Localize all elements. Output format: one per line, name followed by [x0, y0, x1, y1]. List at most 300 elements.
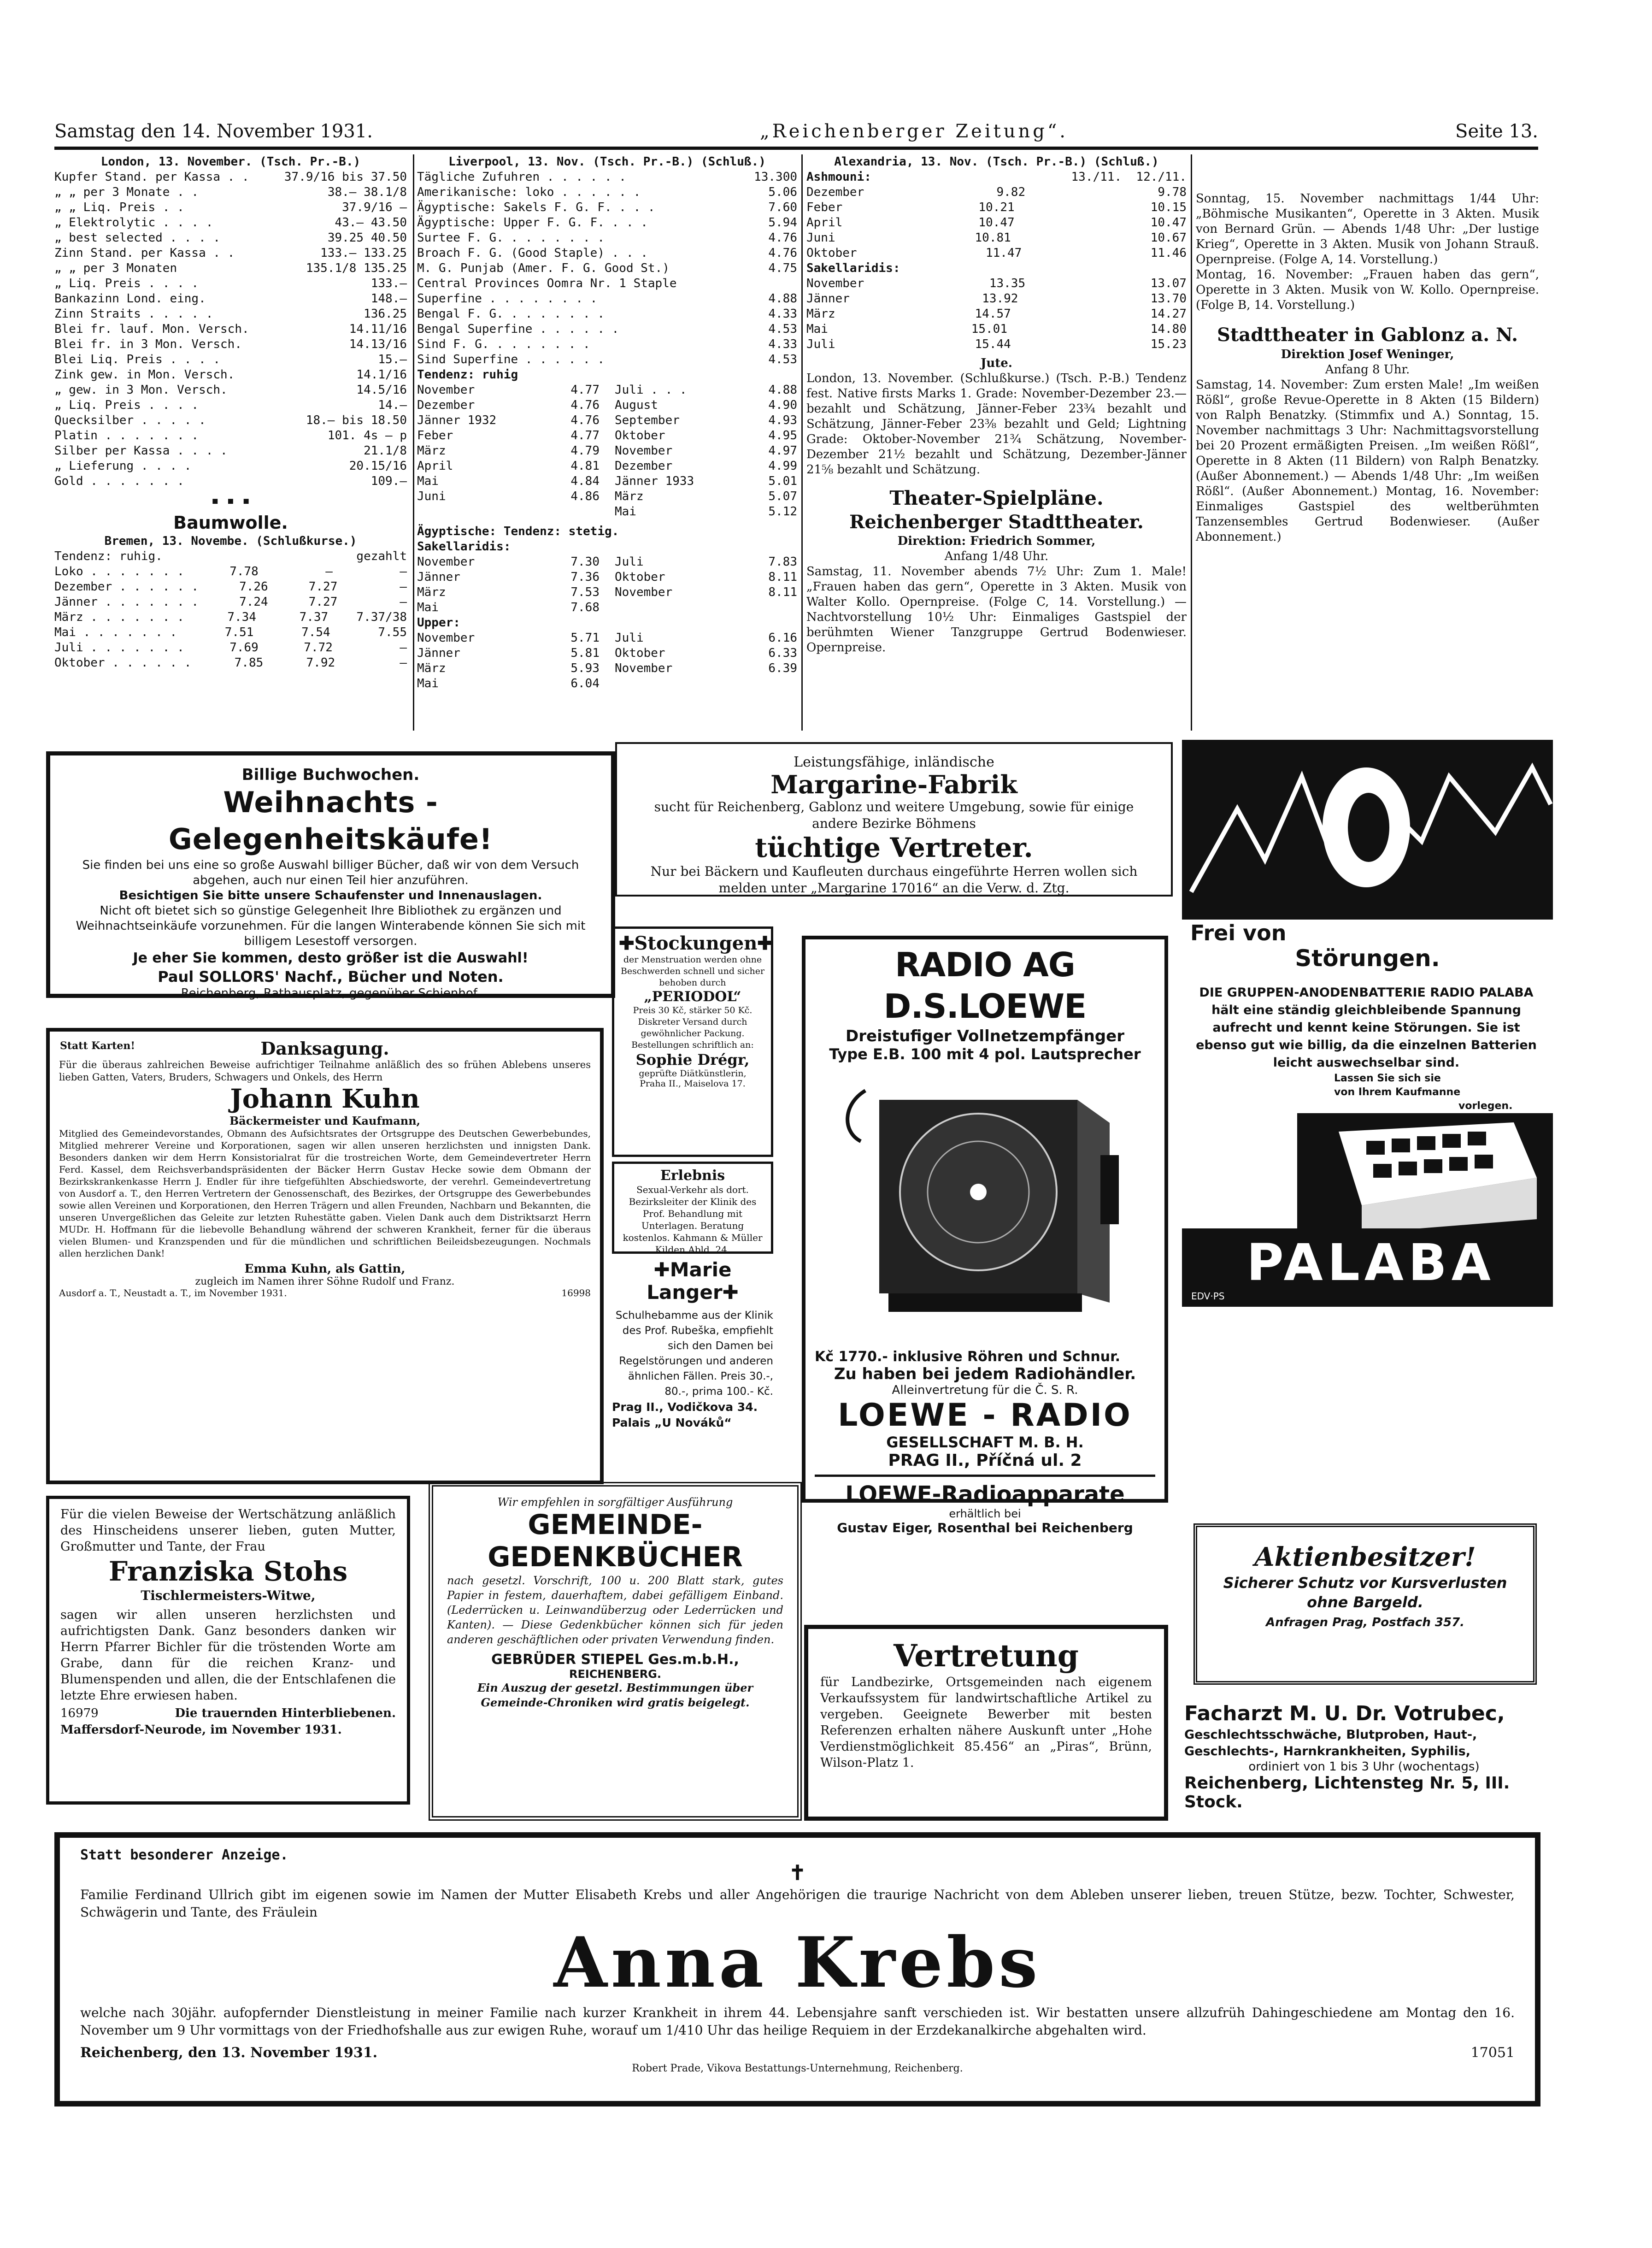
row-label: „ „ per 3 Monate . . — [54, 185, 199, 199]
row-value: 4.53 — [768, 322, 797, 336]
aktien-contact: Anfragen Prag, Postfach 357. — [1265, 1616, 1465, 1629]
books-body: Sie finden bei uns eine so große Auswahl billiger Bücher, daß wir von dem Versuch abgehen, auch nur einen Teil hier anzuführen. — [82, 858, 579, 887]
upper-heading: Upper: — [417, 616, 460, 630]
row-label: Sind F. G. . . . . . . . — [417, 337, 590, 351]
ad-gemeinde — [429, 1482, 802, 1821]
row-label: Platin . . . . . . . — [54, 429, 199, 443]
aktien-text: Sicherer Schutz vor Kursverlusten ohne Bargeld. — [1223, 1574, 1507, 1611]
kuhn-profession: Bäckermeister und Kaufmann, — [229, 1114, 421, 1127]
doctor-hours: ordiniert von 1 bis 3 Uhr (wochentags) — [1248, 1760, 1480, 1774]
row-value: 8.11 — [768, 585, 797, 599]
row-value: 7.78 — [229, 565, 259, 578]
row-value: 7.69 — [229, 641, 259, 655]
palaba-brand: PALABA — [1246, 1233, 1495, 1292]
gemeinde-city: REICHENBERG. — [569, 1668, 661, 1681]
row-value: 4.77 — [570, 429, 600, 443]
krebs-cross: ✝ — [789, 1861, 806, 1885]
row-value: 136.25 — [364, 307, 407, 321]
alex-sakel-table — [806, 276, 1187, 352]
theater-column — [1196, 154, 1539, 733]
bremen-row — [54, 655, 407, 671]
row-label: November — [615, 585, 673, 599]
row-label: März — [417, 661, 446, 675]
kuhn-place: Ausdorf a. T., Neustadt a. T., im November 1931. — [59, 1287, 287, 1298]
erlebnis-title: Erlebnis — [660, 1168, 725, 1184]
row-label: Feber — [806, 201, 843, 214]
row-value: 5.07 — [768, 490, 797, 503]
aktien-title: Aktienbesitzer! — [1254, 1542, 1476, 1572]
bremen-row — [54, 610, 407, 625]
row-value: 37.9/16 bis 37.50 — [284, 170, 407, 184]
row-value: 5.93 — [570, 661, 600, 675]
row-value: — — [400, 565, 407, 578]
stockungen-brand: „PERIODOL“ — [644, 989, 741, 1005]
row-value: 148.— — [370, 292, 407, 306]
row-value: 14.27 — [1150, 307, 1187, 321]
palaba-title-2: Störungen. — [1295, 945, 1440, 972]
metals-column — [54, 154, 407, 733]
liverpool-row — [417, 291, 797, 307]
gablonz-start: Anfang 8 Uhr. — [1325, 363, 1410, 377]
row-label: Mai — [417, 601, 439, 614]
future-row — [417, 413, 797, 428]
kuhn-widow: Emma Kuhn, als Gattin, — [244, 1262, 406, 1276]
row-value: 7.54 — [301, 625, 330, 639]
gemeinde-text: nach gesetzl. Vorschrift, 100 u. 200 Blatt stark, gutes Papier in festem, dauerhaftem, dabei gefälligem Einband. (Lederrücken u. Leinwandüberzug oder Lederrücken und Kanten). — Diese Gedenkbücher können sich für jeden anderen geschäftlichen oder privaten Verwendung finden. — [447, 1574, 783, 1646]
row-value: 10.47 — [1150, 216, 1187, 230]
row-value — [753, 276, 797, 291]
metal-row — [54, 443, 407, 459]
row-value: 135.1/8 135.25 — [306, 261, 407, 275]
alex-sakel-row — [806, 337, 1187, 352]
vertretung-text: für Landbezirke, Ortsgemeinden nach eigenem Verkaufssystem für landwirtschaftliche Artikel zu vergeben. Geeignete Bewerber mit besten Referenzen erhalten nähere Auskunft unter „Hohe Verdienstmöglichkeit 85.456“ an „Piras“, Brünn, Wilson-Platz 1. — [820, 1675, 1152, 1770]
row-value: 7.27 — [308, 580, 338, 594]
liverpool-row — [417, 307, 797, 322]
row-label: Jänner — [417, 570, 460, 584]
header-title: „Reichenberger Zeitung“. — [759, 121, 1069, 142]
stockungen-title: ✚Stockungen✚ — [619, 932, 773, 954]
metal-row — [54, 322, 407, 337]
row-value: 5.12 — [768, 505, 797, 519]
row-label: Zinn Straits . . . . . — [54, 307, 213, 321]
row-label: Central Provinces Oomra Nr. 1 Staple — [417, 277, 677, 290]
row-value: 4.76 — [570, 398, 600, 412]
alex-sakel-row — [806, 276, 1187, 291]
row-value: 14.— — [378, 398, 407, 412]
row-value: 7.34 — [227, 610, 256, 624]
row-label: Bengal F. G. . . . . . . . — [417, 307, 605, 321]
stockungen-text: der Menstruation werden ohne Beschwerden schnell und sicher behoben durch — [620, 955, 765, 988]
row-value: 13.07 — [1150, 277, 1187, 290]
row-value: 4.88 — [768, 383, 797, 397]
palaba-title-1: Frei von — [1190, 920, 1287, 945]
liverpool-row — [417, 230, 797, 246]
liverpool-row — [417, 352, 797, 367]
row-label: Mai — [806, 322, 828, 336]
row-value: 14.57 — [975, 307, 1011, 321]
reichenberg-theater-title: Reichenberger Stadttheater. — [849, 511, 1144, 533]
loewe-apparatus: LOEWE-Radioapparate — [845, 1481, 1125, 1507]
row-label: März . . . . . . . — [54, 610, 184, 624]
row-label: „ „ Liq. Preis . . — [54, 201, 184, 214]
row-value: 7.92 — [306, 656, 335, 670]
row-label: Feber — [417, 429, 453, 443]
row-value: 10.15 — [1150, 201, 1187, 214]
row-value: — — [400, 580, 407, 594]
future-row — [417, 474, 797, 489]
column-rule — [413, 154, 414, 731]
radio-receiver-illustration — [815, 1063, 1158, 1349]
row-label: Broach F. G. (Good Staple) . . . — [417, 246, 648, 260]
row-label: März — [615, 490, 644, 503]
row-value: 6.04 — [570, 677, 600, 690]
row-label: „ Lieferung . . . . — [54, 459, 192, 473]
stockungen-price: Preis 30 Kč, stärker 50 Kč. Diskreter Versand durch gewöhnlicher Packung. Bestellungen schriftlich an: — [631, 1005, 754, 1050]
krebs-undertaker: Robert Prade, Vikova Bestattungs-Unternehmung, Reichenberg. — [632, 2063, 963, 2074]
cotton-heading: Baumwolle. — [173, 513, 288, 533]
upper-table — [417, 631, 797, 691]
row-value: 20.15/16 — [349, 459, 407, 473]
liverpool-row — [417, 215, 797, 230]
margarine-title: Margarine-Fabrik — [770, 770, 1017, 799]
row-value: 7.37/38 — [356, 610, 407, 624]
future-row — [417, 443, 797, 459]
row-label: Juli — [806, 337, 835, 351]
row-value: — — [325, 565, 333, 578]
row-label: Mai . . . . . . . — [54, 625, 177, 639]
krebs-body: welche nach 30jähr. aufopfernder Dienstleistung in meiner Familie nach kurzer Krankheit in ihrem 44. Lebensjahre sanft verschieden ist. Wir bestatten unsere allzufrüh Dahingeschiedene am Montag den 16. November um 9 Uhr vormittags von der Friedhofshalle aus zur ewigen Ruhe, worauf um 1/410 Uhr das heilige Requiem in der Erzdekanalkirche abgehalten wird. — [80, 2005, 1515, 2038]
row-value: 4.76 — [768, 246, 797, 260]
row-label: Jänner — [417, 646, 460, 660]
row-value: 4.75 — [768, 261, 797, 275]
reichenberg-start: Anfang 1/48 Uhr. — [944, 549, 1049, 563]
row-label: „ gew. in 3 Mon. Versch. — [54, 383, 228, 397]
speaker-center — [970, 1184, 987, 1200]
row-value: 5.06 — [768, 185, 797, 199]
theater-heading: Theater-Spielpläne. — [889, 487, 1104, 509]
row-label: November — [417, 383, 475, 397]
future-row — [417, 383, 797, 398]
row-value: 7.30 — [570, 555, 600, 569]
alex-sakel-row — [806, 322, 1187, 337]
metal-row — [54, 246, 407, 261]
row-label: Ägyptische: Sakels F. G. F. . . . — [417, 201, 655, 214]
loewe-dealer: Gustav Eiger, Rosenthal bei Reichenberg — [837, 1520, 1133, 1535]
row-label: Jänner . . . . . . . — [54, 595, 199, 609]
row-label: Juni — [417, 490, 446, 503]
row-label: Dezember — [806, 185, 864, 199]
row-value: 4.53 — [768, 353, 797, 366]
row-label: Juli — [615, 555, 644, 569]
ad-doctor — [1184, 1701, 1544, 1821]
metal-row — [54, 413, 407, 428]
row-value: 5.94 — [768, 216, 797, 230]
ad-bookstore — [46, 751, 615, 998]
row-value: 8.11 — [768, 570, 797, 584]
sakel-heading: Sakellaridis: — [417, 540, 511, 554]
row-value: 11.47 — [986, 246, 1022, 260]
alexandria-row — [806, 246, 1187, 261]
row-value: 13.70 — [1150, 292, 1187, 306]
row-label: Juli . . . . . . . — [54, 641, 184, 655]
row-value: 13.300 — [754, 170, 797, 184]
gemeinde-title: GEMEINDE-GEDENKBÜCHER — [488, 1509, 743, 1573]
metal-row — [54, 428, 407, 443]
row-value: 133.— 133.25 — [320, 246, 407, 260]
liverpool-row — [417, 200, 797, 215]
egypt-heading: Ägyptische: Tendenz: stetig. — [417, 525, 619, 538]
sakel-row — [417, 600, 797, 615]
row-value: 4.93 — [768, 413, 797, 427]
row-label: Gold . . . . . . . — [54, 474, 184, 488]
row-value: 14.11/16 — [349, 322, 407, 336]
loewe-price: Kč 1770.- inklusive Röhren und Schnur. — [815, 1349, 1121, 1365]
row-value: 14.1/16 — [356, 368, 407, 382]
krebs-name: Anna Krebs — [553, 1922, 1041, 2003]
page-header — [54, 121, 1538, 144]
metal-row — [54, 185, 407, 200]
row-label: M. G. Punjab (Amer. F. G. Good St.) — [417, 261, 670, 275]
stockungen-address: Praha II., Maiselova 17. — [640, 1079, 746, 1089]
row-value: 13.35 — [989, 277, 1026, 290]
row-label: November — [615, 661, 673, 675]
row-value: 7.37 — [299, 610, 329, 624]
row-value: 5.01 — [768, 474, 797, 488]
stohs-title: Tischlermeisters-Witwe, — [141, 1588, 316, 1603]
metal-row — [54, 459, 407, 474]
row-label: April — [417, 459, 453, 473]
ashmouni-label: Ashmouni: — [806, 170, 871, 184]
row-value: 14.80 — [1150, 322, 1187, 336]
row-value: 7.36 — [570, 570, 600, 584]
metal-row — [54, 383, 407, 398]
krebs-footer — [80, 2045, 1515, 2061]
date-col-2: 12./11. — [1136, 170, 1187, 184]
alexandria-row — [806, 215, 1187, 230]
row-label: „ Liq. Preis . . . . — [54, 277, 199, 290]
books-title: Weihnachts - Gelegenheitskäufe! — [168, 785, 493, 856]
row-value: 10.21 — [978, 201, 1015, 214]
krebs-intro: Familie Ferdinand Ullrich gibt im eigenen sowie im Namen der Mutter Elisabeth Krebs und aller Angehörigen die traurige Nachricht von dem Ableben unserer lieben, treuen Stütze, bezw. Tochter, Schwester, Schwägerin und Tante, des Fräulein — [80, 1887, 1515, 1920]
row-value: 4.97 — [768, 444, 797, 458]
row-label: Jänner — [806, 292, 850, 306]
alexandria-subheading — [806, 170, 1187, 185]
row-value: 6.39 — [768, 661, 797, 675]
liverpool-row — [417, 261, 797, 276]
stohs-body: sagen wir allen unseren herzlichsten und aufrichtigsten Dank. Ganz besonders danken wir Herrn Pfarrer Bichler für die tröstenden Worte am Grabe, dann für die reichen Kranz- und Blumenspenden und allen, die der Entschlafenen die letzte Ehre erwiesen haben. — [60, 1608, 396, 1703]
liverpool-row — [417, 246, 797, 261]
row-label: August — [615, 398, 658, 412]
margarine-kicker: Leistungsfähige, inländische — [794, 754, 994, 770]
metal-row — [54, 337, 407, 352]
metal-row — [54, 276, 407, 291]
ear-inner — [1348, 793, 1389, 862]
row-value: 7.26 — [239, 580, 268, 594]
langer-address: Prag II., Vodičkova 34. Palais „U Nováků“ — [612, 1400, 758, 1429]
row-label: Juli — [615, 631, 644, 645]
row-value: 15.23 — [1150, 337, 1187, 351]
loewe-dealers: Zu haben bei jedem Radiohändler. — [834, 1365, 1136, 1383]
loewe-headline: Dreistufiger Vollnetzempfänger — [846, 1027, 1124, 1045]
column-rule — [1191, 154, 1192, 731]
metals-heading: London, 13. November. (Tsch. Pr.-B.) — [100, 155, 361, 169]
row-value: — — [400, 595, 407, 609]
sunday-program: Sonntag, 15. November nachmittags 1/44 Uhr: „Böhmische Musikanten“, Operette in 3 Akten. Musik von Bernard Grün. — Abends 1/48 Uhr: „Der lustige Krieg“, Operette in 3 Akten. Musik von Johann Strauß. Opernpreise. (Folge A, 14. Vorstellung.) — [1196, 192, 1539, 266]
row-value: 4.95 — [768, 429, 797, 443]
liverpool-row — [417, 322, 797, 337]
row-label: Jänner 1933 — [615, 474, 694, 488]
row-value: 18.— bis 18.50 — [306, 413, 407, 427]
row-value: 15.44 — [975, 337, 1011, 351]
kuhn-kicker: Statt Karten! — [60, 1040, 135, 1052]
row-value: 14.13/16 — [349, 337, 407, 351]
row-label: September — [615, 413, 680, 427]
metal-row — [54, 474, 407, 489]
row-value: 4.76 — [570, 413, 600, 427]
bremen-row — [54, 579, 407, 595]
gemeinde-firm: GEBRÜDER STIEPEL Ges.m.b.H., — [491, 1652, 739, 1668]
books-firm: Paul SOLLORS' Nachf., Bücher und Noten. — [158, 968, 504, 985]
row-label: Blei fr. lauf. Mon. Versch. — [54, 322, 249, 336]
notice-stohs — [46, 1496, 410, 1805]
row-value: 10.67 — [1150, 231, 1187, 245]
liverpool-row — [417, 276, 797, 291]
krebs-kicker: Statt besonderer Anzeige. — [80, 1847, 288, 1863]
row-label: Zinn Stand. per Kassa . . — [54, 246, 235, 260]
palaba-badge: EDV·PS — [1191, 1291, 1225, 1302]
liverpool-heading: Liverpool, 13. Nov. (Tsch. Pr.-B.) (Schluß.) — [448, 155, 766, 169]
bremen-heading: Bremen, 13. Novembe. (Schlußkurse.) — [104, 534, 357, 548]
row-label: Oktober — [615, 646, 665, 660]
row-value: 39.25 40.50 — [327, 231, 407, 245]
bremen-row — [54, 564, 407, 579]
row-label: Kupfer Stand. per Kassa . . — [54, 170, 249, 184]
row-label: Sind Superfine . . . . . . — [417, 353, 605, 366]
stockungen-name: Sophie Drégr, — [635, 1051, 750, 1068]
metal-row — [54, 200, 407, 215]
row-value: 109.— — [370, 474, 407, 488]
radio-base — [888, 1293, 1082, 1312]
liverpool-row — [417, 337, 797, 352]
row-label: Tägliche Zufuhren . . . . . . — [417, 170, 626, 184]
ad-palaba — [1182, 740, 1553, 1307]
row-value: 6.16 — [768, 631, 797, 645]
upper-row — [417, 646, 797, 661]
row-label: Mai — [615, 505, 636, 519]
row-label: Oktober . . . . . . — [54, 656, 192, 670]
ad-vertretung — [804, 1625, 1168, 1821]
row-value: 7.24 — [239, 595, 268, 609]
sakel-row — [417, 570, 797, 585]
row-label: Superfine . . . . . . . . — [417, 292, 598, 306]
sakel-row — [417, 555, 797, 570]
notice-kuhn — [46, 1028, 604, 1484]
future-row — [417, 428, 797, 443]
gablonz-direction: Direktion Josef Weninger, — [1281, 348, 1454, 361]
row-label: November — [417, 555, 475, 569]
row-value: — — [400, 656, 407, 670]
alexandria-table — [806, 185, 1187, 261]
palaba-cta-3: vorlegen. — [1458, 1100, 1513, 1112]
bremen-row — [54, 625, 407, 640]
metal-row — [54, 261, 407, 276]
bremen-table — [54, 564, 407, 671]
row-value: 7.55 — [378, 625, 407, 639]
row-value: 4.81 — [570, 459, 600, 473]
row-value: 4.86 — [570, 490, 600, 503]
row-label: „ best selected . . . . — [54, 231, 221, 245]
erlebnis-text: Sexual-Verkehr als dort. Bezirksleiter der Klinik des Prof. Behandlung mit Unterlagen. Beratung kostenlos. Kahmann & Müller Kilden Abld. 24. — [623, 1184, 763, 1255]
kuhn-title: Danksagung. — [260, 1038, 389, 1059]
ad-erlebnis — [612, 1162, 773, 1254]
bremen-row — [54, 640, 407, 655]
doctor-text: Geschlechtsschwäche, Blutproben, Haut-, Geschlechts-, Harnkrankheiten, Syphilis, — [1184, 1728, 1477, 1758]
row-value: 13.92 — [982, 292, 1018, 306]
liverpool-futures-table — [417, 383, 797, 519]
row-label: Loko . . . . . . . — [54, 565, 184, 578]
vertretung-title: Vertretung — [894, 1638, 1079, 1674]
row-label: „ Elektrolytic . . . . — [54, 216, 213, 230]
row-value: 10.47 — [978, 216, 1015, 230]
row-label: Dezember . . . . . . — [54, 580, 199, 594]
row-value: 9.78 — [1158, 185, 1187, 199]
row-label: „ Liq. Preis . . . . — [54, 398, 199, 412]
row-label: Oktober — [615, 570, 665, 584]
metal-row — [54, 230, 407, 246]
liverpool-row — [417, 185, 797, 200]
gemeinde-footer: Ein Auszug der gesetzl. Bestimmungen über Gemeinde-Chroniken wird gratis beigelegt. — [477, 1681, 753, 1709]
metals-table — [54, 170, 407, 489]
radio-knob-panel — [1100, 1155, 1119, 1224]
books-cta: Besichtigen Sie bitte unsere Schaufenster und Innenauslagen. — [119, 889, 542, 903]
row-label: Blei Liq. Preis . . . . — [54, 353, 221, 366]
alexandria-row — [806, 230, 1187, 246]
row-label: März — [806, 307, 835, 321]
paid-label: gezahlt — [356, 549, 407, 563]
upper-row — [417, 631, 797, 646]
metal-row — [54, 352, 407, 367]
row-label: November — [417, 631, 475, 645]
row-label: Juni — [806, 231, 835, 245]
row-label: Quecksilber . . . . . — [54, 413, 206, 427]
kuhn-sons: zugleich im Namen ihrer Söhne Rudolf und Franz. — [195, 1276, 455, 1287]
bremen-tendency — [54, 549, 407, 564]
krebs-number: 17051 — [1470, 2045, 1515, 2061]
header-page: Seite 13. — [1455, 121, 1538, 142]
metal-row — [54, 170, 407, 185]
reichenberg-direction: Direktion: Friedrich Sommer, — [897, 534, 1096, 548]
loewe-agency: Alleinvertretung für die Č. S. R. — [892, 1383, 1078, 1397]
doctor-address: Reichenberg, Lichtensteg Nr. 5, III. Stock. — [1184, 1774, 1510, 1811]
ad-aktien — [1193, 1523, 1537, 1685]
row-value: 4.33 — [768, 307, 797, 321]
upper-row — [417, 676, 797, 691]
row-label: Mai — [417, 474, 439, 488]
ad-margarine — [615, 742, 1173, 897]
future-row — [417, 504, 797, 519]
row-label: Mai — [417, 677, 439, 690]
loewe-type: Type E.B. 100 mit 4 pol. Lautsprecher — [829, 1045, 1141, 1063]
metal-row — [54, 215, 407, 230]
reichenberg-program: Samstag, 11. November abends 7½ Uhr: Zum 1. Male! „Frauen haben das gern“, Operette in 3 Akten. Musik von Walter Kollo. Opernpreise. (Folge C, 14. Vorstellung.) — Nachtvorstellung 10½ Uhr: Einmaliges Gastspiel der berühmten Wiener Tanzgruppe Gertrud Bodenwieser. Opernpreise. — [806, 565, 1187, 655]
gablonz-program: Samstag, 14. November: Zum ersten Male! „Im weißen Rößl“, große Revue-Operette in 8 Akten (15 Bildern) von Ralph Benatzky. (Stimmfix und A.) Sonntag, 15. November nachmittags 3 Uhr: Nachmittagsvorstellung bei 20 Prozent ermäßigten Preisen. „Im weißen Rößl“, Operette in 8 Akten (11 Bildern) von Ralph Benatzky. (Außer Abonnement.) — Abends 1/48 Uhr: „Im weißen Rößl“. (Außer Abonnement.) Montag, 16. November: Einmaliges Gastspiel des weltberühmten Tanzensembles Gertrud Bodenwieser. (Außer Abonnement.) — [1196, 378, 1539, 544]
row-value: 7.72 — [304, 641, 333, 655]
ad-stockungen — [612, 926, 773, 1157]
palaba-cta-2: von Ihrem Kaufmanne — [1334, 1086, 1461, 1098]
row-value: 4.76 — [768, 231, 797, 245]
alexandria-row — [806, 200, 1187, 215]
row-value: — — [400, 641, 407, 655]
